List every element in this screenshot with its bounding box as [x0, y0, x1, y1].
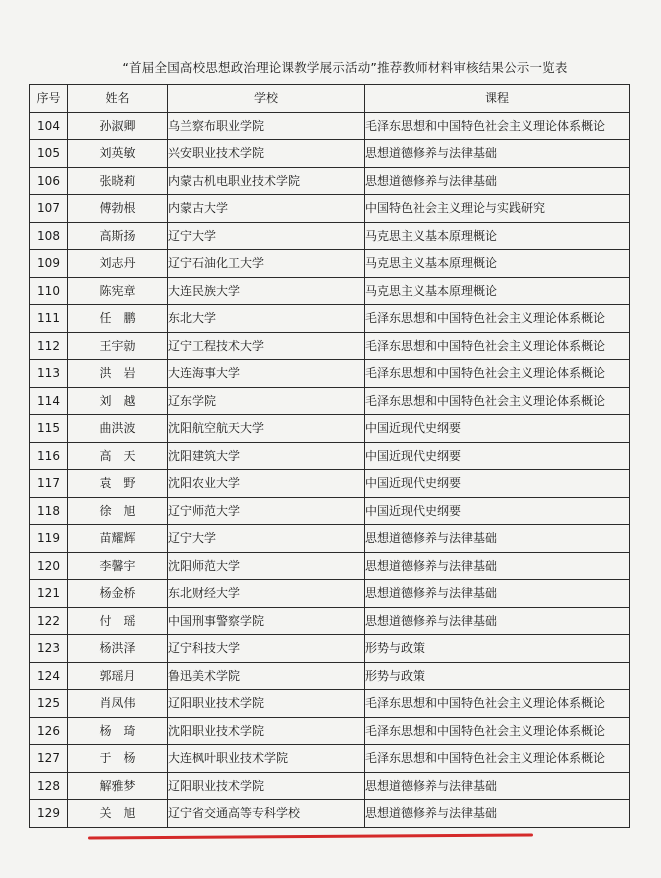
row-name: 郭瑶月: [68, 662, 168, 690]
row-course: 毛泽东思想和中国特色社会主义理论体系概论: [365, 332, 630, 360]
row-school: 沈阳农业大学: [168, 470, 365, 498]
table-row: [30, 415, 630, 443]
row-name: 刘 越: [68, 387, 168, 415]
row-name: 关 旭: [68, 800, 168, 828]
row-course: 毛泽东思想和中国特色社会主义理论体系概论: [365, 690, 630, 718]
row-no: 117: [30, 470, 68, 498]
row-school: 兴安职业技术学院: [168, 140, 365, 168]
table-row: [30, 305, 630, 333]
table-row: [30, 580, 630, 608]
row-course: 中国近现代史纲要: [365, 415, 630, 443]
row-no: 124: [30, 662, 68, 690]
row-course: 马克思主义基本原理概论: [365, 250, 630, 278]
row-school: 辽宁师范大学: [168, 497, 365, 525]
row-no: 129: [30, 800, 68, 828]
row-course: 中国近现代史纲要: [365, 442, 630, 470]
row-name: 解雅梦: [68, 772, 168, 800]
row-no: 106: [30, 167, 68, 195]
row-name: 傅勃根: [68, 195, 168, 223]
row-course: 思想道德修养与法律基础: [365, 772, 630, 800]
table-row: [30, 195, 630, 223]
row-school: 乌兰察布职业学院: [168, 112, 365, 140]
row-name: 孙淑卿: [68, 112, 168, 140]
table-row: [30, 222, 630, 250]
table-row: [30, 387, 630, 415]
row-school: 辽宁工程技术大学: [168, 332, 365, 360]
row-course: 毛泽东思想和中国特色社会主义理论体系概论: [365, 717, 630, 745]
row-course: 马克思主义基本原理概论: [365, 277, 630, 305]
table-row: [30, 662, 630, 690]
row-school: 东北大学: [168, 305, 365, 333]
row-school: 大连民族大学: [168, 277, 365, 305]
row-school: 大连海事大学: [168, 360, 365, 388]
table-row: [30, 525, 630, 553]
header-course: 课程: [365, 85, 630, 113]
row-name: 杨洪泽: [68, 635, 168, 663]
row-course: 中国近现代史纲要: [365, 497, 630, 525]
row-school: 沈阳航空航天大学: [168, 415, 365, 443]
row-course: 思想道德修养与法律基础: [365, 140, 630, 168]
row-school: 大连枫叶职业技术学院: [168, 745, 365, 773]
row-no: 123: [30, 635, 68, 663]
row-no: 114: [30, 387, 68, 415]
row-course: 中国近现代史纲要: [365, 470, 630, 498]
row-course: 形势与政策: [365, 635, 630, 663]
table-row: [30, 552, 630, 580]
row-no: 121: [30, 580, 68, 608]
row-course: 思想道德修养与法律基础: [365, 525, 630, 553]
row-school: 内蒙古大学: [168, 195, 365, 223]
row-name: 付 瑶: [68, 607, 168, 635]
row-school: 辽东学院: [168, 387, 365, 415]
row-school: 辽宁省交通高等专科学校: [168, 800, 365, 828]
row-school: 沈阳师范大学: [168, 552, 365, 580]
table-row: [30, 800, 630, 828]
row-no: 105: [30, 140, 68, 168]
row-no: 115: [30, 415, 68, 443]
table-row: [30, 745, 630, 773]
row-course: 思想道德修养与法律基础: [365, 580, 630, 608]
row-name: 杨金桥: [68, 580, 168, 608]
row-name: 任 鹏: [68, 305, 168, 333]
row-no: 110: [30, 277, 68, 305]
row-course: 毛泽东思想和中国特色社会主义理论体系概论: [365, 387, 630, 415]
row-no: 128: [30, 772, 68, 800]
row-course: 毛泽东思想和中国特色社会主义理论体系概论: [365, 112, 630, 140]
row-no: 112: [30, 332, 68, 360]
row-school: 沈阳职业技术学院: [168, 717, 365, 745]
row-school: 鲁迅美术学院: [168, 662, 365, 690]
table-row: [30, 772, 630, 800]
row-no: 119: [30, 525, 68, 553]
row-name: 曲洪波: [68, 415, 168, 443]
row-no: 107: [30, 195, 68, 223]
table-row: [30, 140, 630, 168]
result-table: [29, 84, 630, 828]
row-name: 徐 旭: [68, 497, 168, 525]
row-no: 108: [30, 222, 68, 250]
row-name: 高 天: [68, 442, 168, 470]
row-school: 辽宁科技大学: [168, 635, 365, 663]
table-row: [30, 497, 630, 525]
page-title: “首届全国高校思想政治理论课教学展示活动”推荐教师材料审核结果公示一览表: [122, 60, 568, 75]
row-no: 122: [30, 607, 68, 635]
row-course: 形势与政策: [365, 662, 630, 690]
row-name: 李馨宇: [68, 552, 168, 580]
row-course: 思想道德修养与法律基础: [365, 167, 630, 195]
row-no: 120: [30, 552, 68, 580]
table-row: [30, 332, 630, 360]
row-no: 127: [30, 745, 68, 773]
row-name: 苗耀辉: [68, 525, 168, 553]
row-name: 袁 野: [68, 470, 168, 498]
row-no: 126: [30, 717, 68, 745]
row-no: 113: [30, 360, 68, 388]
header-school: 学校: [168, 85, 365, 113]
table-row: [30, 277, 630, 305]
table-row: [30, 360, 630, 388]
row-no: 116: [30, 442, 68, 470]
header-name: 姓名: [68, 85, 168, 113]
table-header-row: [30, 85, 630, 113]
row-school: 沈阳建筑大学: [168, 442, 365, 470]
row-name: 肖凤伟: [68, 690, 168, 718]
row-name: 杨 琦: [68, 717, 168, 745]
table-row: [30, 690, 630, 718]
row-school: 辽阳职业技术学院: [168, 690, 365, 718]
row-no: 111: [30, 305, 68, 333]
row-course: 中国特色社会主义理论与实践研究: [365, 195, 630, 223]
row-school: 内蒙古机电职业技术学院: [168, 167, 365, 195]
row-name: 王宇勍: [68, 332, 168, 360]
header-no: 序号: [30, 85, 68, 113]
red-underline-mark: [88, 833, 533, 839]
table-row: [30, 112, 630, 140]
row-name: 高斯扬: [68, 222, 168, 250]
row-school: 辽阳职业技术学院: [168, 772, 365, 800]
row-name: 刘志丹: [68, 250, 168, 278]
table-body: [30, 112, 630, 827]
row-course: 毛泽东思想和中国特色社会主义理论体系概论: [365, 305, 630, 333]
row-course: 毛泽东思想和中国特色社会主义理论体系概论: [365, 360, 630, 388]
table-row: [30, 635, 630, 663]
row-course: 思想道德修养与法律基础: [365, 552, 630, 580]
row-school: 东北财经大学: [168, 580, 365, 608]
row-name: 洪 岩: [68, 360, 168, 388]
row-name: 于 杨: [68, 745, 168, 773]
row-course: 思想道德修养与法律基础: [365, 800, 630, 828]
row-school: 辽宁大学: [168, 525, 365, 553]
table-row: [30, 717, 630, 745]
row-school: 辽宁石油化工大学: [168, 250, 365, 278]
row-no: 125: [30, 690, 68, 718]
row-name: 刘英敏: [68, 140, 168, 168]
row-course: 毛泽东思想和中国特色社会主义理论体系概论: [365, 745, 630, 773]
table-row: [30, 167, 630, 195]
row-no: 104: [30, 112, 68, 140]
table-row: [30, 442, 630, 470]
table-row: [30, 250, 630, 278]
row-no: 118: [30, 497, 68, 525]
row-school: 辽宁大学: [168, 222, 365, 250]
row-school: 中国刑事警察学院: [168, 607, 365, 635]
row-no: 109: [30, 250, 68, 278]
table-row: [30, 470, 630, 498]
row-course: 马克思主义基本原理概论: [365, 222, 630, 250]
row-name: 张晓莉: [68, 167, 168, 195]
table-row: [30, 607, 630, 635]
row-name: 陈宪章: [68, 277, 168, 305]
row-course: 思想道德修养与法律基础: [365, 607, 630, 635]
